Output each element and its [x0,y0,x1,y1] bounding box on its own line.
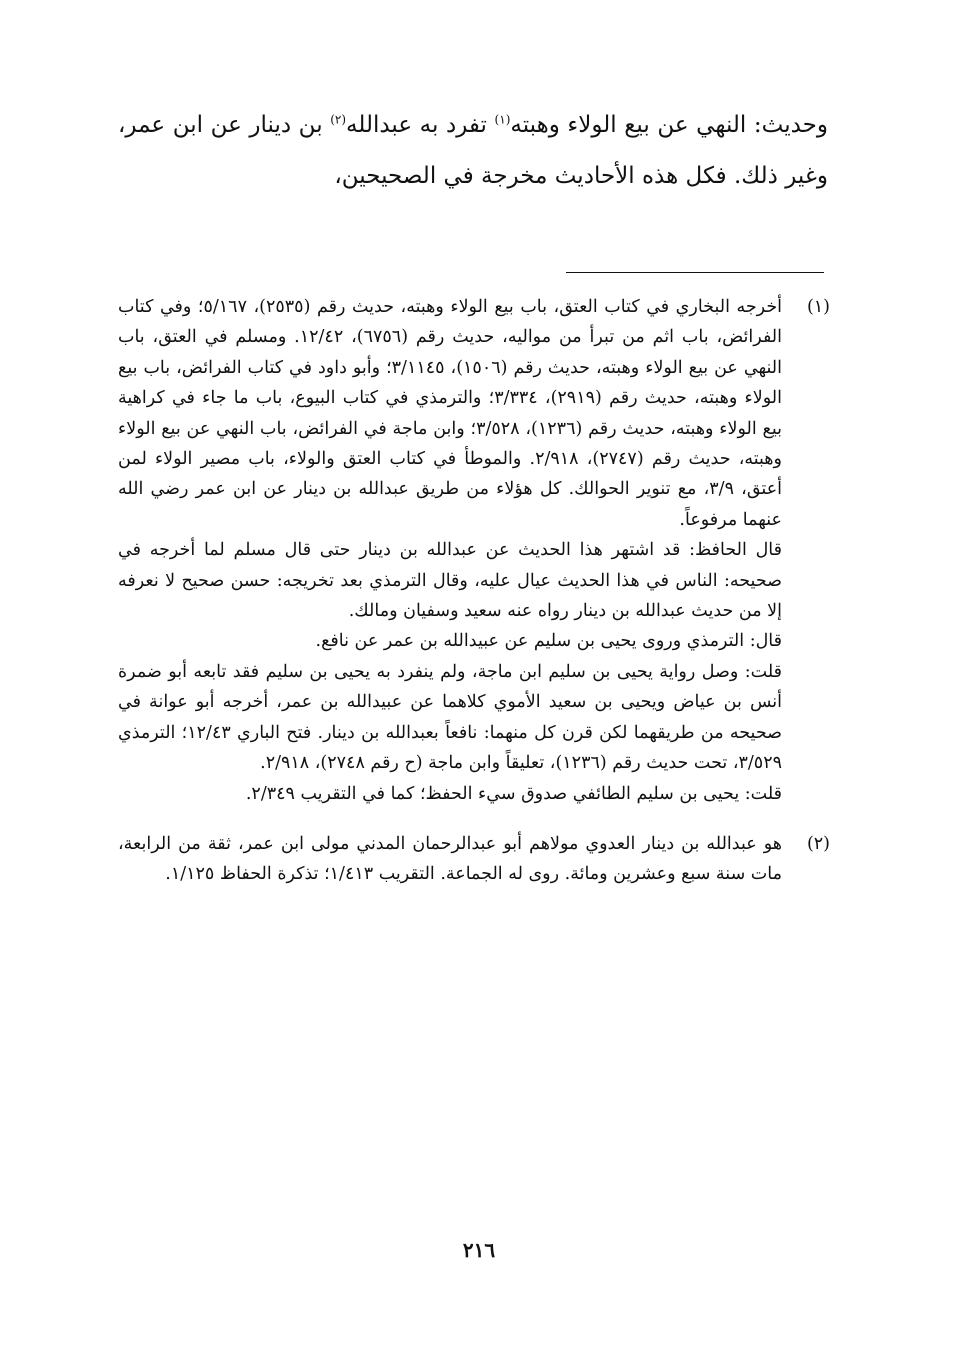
footnote-paragraph: قلت: يحيى بن سليم الطائفي صدوق سيء الحفظ؛ كما في التقريب ٢/٣٤٩. [245,783,782,804]
footnote-ref-2: (٢) [330,112,347,127]
footnotes [118,292,830,890]
main-paragraph [118,100,828,202]
footnote-paragraph: قال: الترمذي وروى يحيى بن سليم عن عبيدالله بن عمر عن نافع. [315,631,782,652]
page-number: ٢١٦ [462,1238,496,1262]
footnote-1 [118,292,830,809]
main-text-part1: وحديث: النهي عن بيع الولاء وهبته [510,112,828,138]
footnote-paragraph: قلت: وصل رواية يحيى بن سليم ابن ماجة، ولم ينفرد به يحيى بن سليم فقد تابعه أبو ضمرة أنس بن عياض ويحيى بن سعيد الأموي كلاهما عن عبيدالله بن عمر، أخرجه أبو عوانة في صحيحه من طريقهما لكن قرن كل منهما: نافعاً بعبدالله بن دينار. فتح الباري ١٢/٤٣؛ الترمذي ٣/٥٢٩، تحت حديث رقم (١٢٣٦)، تعليقاً وابن ماجة (ح رقم ٢٧٤٨)، ٢/٩١٨. [118,661,782,774]
footnote-paragraph: هو عبدالله بن دينار العدوي مولاهم أبو عبدالرحمان المدني مولى ابن عمر، ثقة من الرابعة، مات سنة سبع وعشرين ومائة. روى له الجماعة. التقريب ١/٤١٣؛ تذكرة الحفاظ ١/١٢٥. [118,833,782,885]
footnote-ref-1: (١) [494,112,511,127]
main-text-part3: بن دينار عن ابن عمر، وغير ذلك. فكل هذه الأحاديث مخرجة في الصحيحين، [118,112,828,189]
footnote-separator [566,272,824,273]
main-text [118,100,828,202]
main-text-part2: تفرد به عبدالله [346,112,495,138]
footnote-paragraph: قال الحافظ: قد اشتهر هذا الحديث عن عبدالله بن دينار حتى قال مسلم لما أخرجه في صحيحه: الناس في هذا الحديث عيال عليه، وقال الترمذي بعد تخريجه: حسن صحيح لا نعرفه إلا من حديث عبدالله بن دينار رواه عنه سعيد وسفيان ومالك. [118,540,782,622]
footnote-body [118,292,782,809]
footnote-number: (١) [806,297,830,317]
footnote-number: (٢) [806,833,830,854]
footnote-2 [118,829,830,890]
footnote-body [118,829,782,890]
footnote-paragraph: أخرجه البخاري في كتاب العتق، باب بيع الولاء وهبته، حديث رقم (٢٥٣٥)، ٥/١٦٧؛ وفي كتاب الفرائض، باب اثم من تبرأ من مواليه، حديث رقم (٦٧٥٦)، ١٢/٤٢. ومسلم في العتق، باب النهي عن بيع الولاء وهبته، حديث رقم (١٥٠٦)، ٣/١١٤٥؛ وأبو داود في كتاب الفرائض، باب بيع الولاء وهبته، حديث رقم (٢٩١٩)، ٣/٣٣٤؛ والترمذي في كتاب البيوع، باب ما جاء في كراهية بيع الولاء وهبته، حديث رقم (١٢٣٦)، ٣/٥٢٨؛ وابن ماجة في الفرائض، باب النهي عن بيع الولاء وهبته، حديث رقم (٢٧٤٧)، ٢/٩١٨. والموطأ في كتاب العتق والولاء، باب مصير الولاء لمن أعتق، ٣/٩، مع تنوير الحوالك. كل هؤلاء من طريق عبدالله بن دينار عن ابن عمر رضي الله عنهما مرفوعاً. [118,297,783,530]
